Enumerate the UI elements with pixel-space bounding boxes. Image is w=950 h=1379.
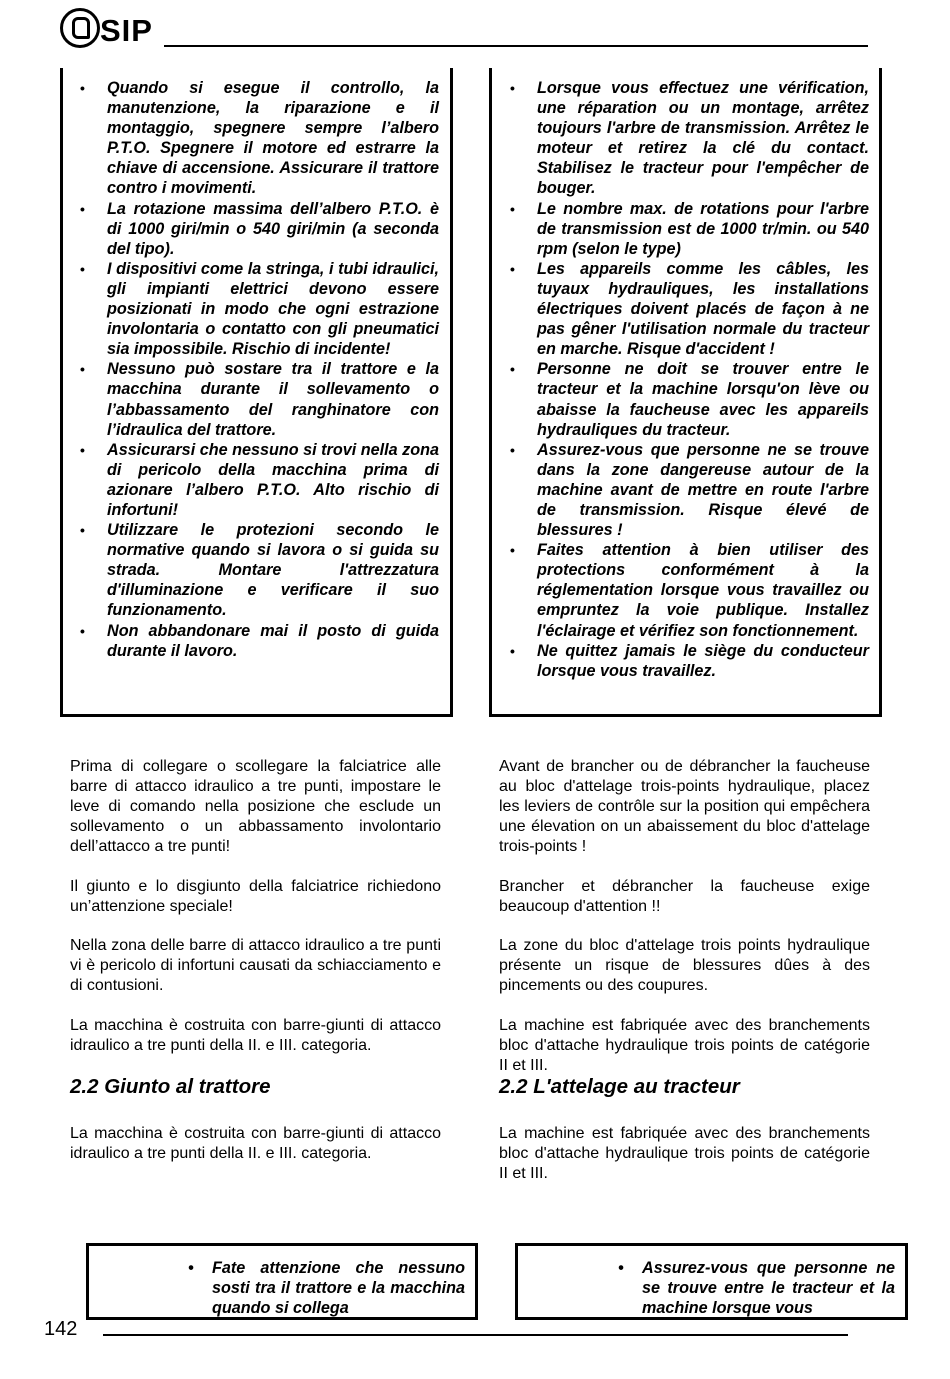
warning-item: • Assicurarsi che nessuno si trovi nella zona di pericolo della macchina prima di azionare l’albero P.T.O. Alto rischio di infortuni! [80, 440, 439, 519]
page-number: 142 [44, 1318, 78, 1340]
warning-box-italian [60, 68, 453, 717]
bullet-icon: • [188, 1259, 194, 1277]
paragraph: La machine est fabriquée avec des branchements bloc d'attache hydraulique trois points de catégorie II et III. [499, 1125, 870, 1182]
sip-logo [60, 8, 170, 48]
warning-item: • Non abbandonare mai il posto di guida durante il lavoro. [80, 621, 439, 660]
bullet-icon: • [80, 80, 85, 96]
warning-box-italian-bottom [86, 1243, 478, 1320]
section-heading: 2.2 L'attelage au tracteur [499, 1075, 740, 1098]
bullet-icon: • [510, 260, 515, 277]
warning-item: • Fate attenzione che nessuno sosti tra il trattore e la macchina quando si collega [188, 1259, 465, 1318]
bullet-icon: • [80, 260, 85, 277]
warning-item: • Les appareils comme les câbles, les tuyaux hydrauliques, les installations électriques doivent placés de façon à ne pas gêner l'utilisation normale du tracteur en marche. Risque d'accident ! [510, 259, 869, 359]
warning-item: • I dispositivi come la stringa, i tubi idraulici, gli impianti elettrici devono essere posizionati in modo che ogni estrazione involontaria o contatto con gli pneumatici sia impossibile. Rischio di incidente! [80, 259, 439, 359]
bullet-icon: • [510, 80, 515, 96]
brand-name: SIP [100, 13, 153, 48]
paragraph: Avant de brancher ou de débrancher la faucheuse au bloc d'attelage trois-points hydraulique, placez les leviers de contrôle sur la position qui empêchera une élevation on un abaissement du bloc d'attelage trois-points ! [499, 758, 870, 855]
sip-emblem-icon [60, 8, 100, 48]
bullet-icon: • [80, 200, 85, 217]
warning-box-french [489, 68, 882, 717]
warning-item: • Ne quittez jamais le siège du conducteur lorsque vous travaillez. [510, 641, 869, 680]
paragraph: La macchina è costruita con barre-giunti di attacco idraulico a tre punti della II. e III. categoria. [70, 1125, 441, 1162]
warning-item: • Assurez-vous que personne ne se trouve entre le tracteur et la machine lorsque vous [618, 1259, 895, 1318]
paragraph: La zone du bloc d'attelage trois points hydraulique présente un risque de blessures dûes à des pincements ou des coupures. [499, 937, 870, 994]
section-heading: 2.2 Giunto al trattore [70, 1075, 271, 1098]
warning-item: • Faites attention à bien utiliser des protections conformément à la réglementation lorsque vous travaillez ou empruntez la voie publique. Installez l'éclairage et vérifiez son fonctionnement. [510, 541, 869, 640]
paragraph: La machine est fabriquée avec des branchements bloc d'attache hydraulique trois points de catégorie II et III. [499, 1017, 870, 1074]
bullet-icon: • [80, 522, 85, 539]
footer-rule [103, 1334, 848, 1336]
warning-box-french-bottom [515, 1243, 908, 1320]
bullet-icon: • [510, 200, 515, 217]
warning-item: • Nessuno può sostare tra il trattore e la macchina durante il sollevamento o l’abbassamento del ranghinatore con l’idraulica del trattore. [80, 360, 439, 439]
warning-list-italian [80, 78, 439, 661]
paragraph: Il giunto e lo disgiunto della falciatrice richiedono un’attenzione speciale! [70, 878, 441, 915]
bullet-icon: • [510, 361, 515, 378]
paragraph: Prima di collegare o scollegare la falciatrice alle barre di attacco idraulico a tre punti, impostare le leve di comando nella posizione che esclude un sollevamento o un abbassamento involontario dell’attacco a tre punti! [70, 758, 441, 855]
paragraph: Nella zona delle barre di attacco idraulico a tre punti vi è pericolo di infortuni causati da schiacciamento e di contusioni. [70, 937, 441, 994]
warning-item: • Personne ne doit se trouver entre le tracteur et la machine lorsqu'on lève ou abaisse la faucheuse avec les appareils hydrauliques du tracteur. [510, 360, 869, 439]
bullet-icon: • [80, 441, 85, 458]
paragraph: La macchina è costruita con barre-giunti di attacco idraulico a tre punti della II. e III. categoria. [70, 1017, 441, 1054]
bullet-icon: • [510, 642, 515, 659]
warning-item: • Utilizzare le protezioni secondo le normative quando si lavora o si guida su strada. Montare l'attrezzatura d'illuminazione e verificare il suo funzionamento. [80, 521, 439, 620]
warning-item: • Le nombre max. de rotations pour l'arbre de transmission est de 1000 tr/min. ou 540 rpm (selon le type) [510, 199, 869, 258]
paragraph: Brancher et débrancher la faucheuse exige beaucoup d'attention !! [499, 878, 870, 915]
warning-item: • Assurez-vous que personne ne se trouve dans la zone dangereuse autour de la machine avant de mettre en route l'arbre de transmission. Risque élevé de blessures ! [510, 440, 869, 540]
bullet-icon: • [618, 1259, 624, 1277]
bullet-icon: • [80, 361, 85, 378]
warning-list-french [510, 78, 869, 681]
bullet-icon: • [80, 622, 85, 639]
warning-item: • La rotazione massima dell’albero P.T.O. è di 1000 giri/min o 540 giri/min (a seconda del tipo). [80, 199, 439, 258]
warning-item: • Quando si esegue il controllo, la manutenzione, la riparazione e il montaggio, spegnere sempre l’albero P.T.O. Spegnere il motore ed estrarre la chiave di accensione. Assicurare il trattore contro i movimenti. [80, 79, 439, 198]
bullet-icon: • [510, 441, 515, 458]
header-rule [164, 45, 868, 47]
warning-item: • Lorsque vous effectuez une vérification, une réparation ou un montage, arrêtez toujours l'arbre de transmission. Arrêtez le moteur et retirez la clé du contact. Stabilisez le tracteur pour l'empêcher de bouger. [510, 79, 869, 198]
bullet-icon: • [510, 542, 515, 559]
